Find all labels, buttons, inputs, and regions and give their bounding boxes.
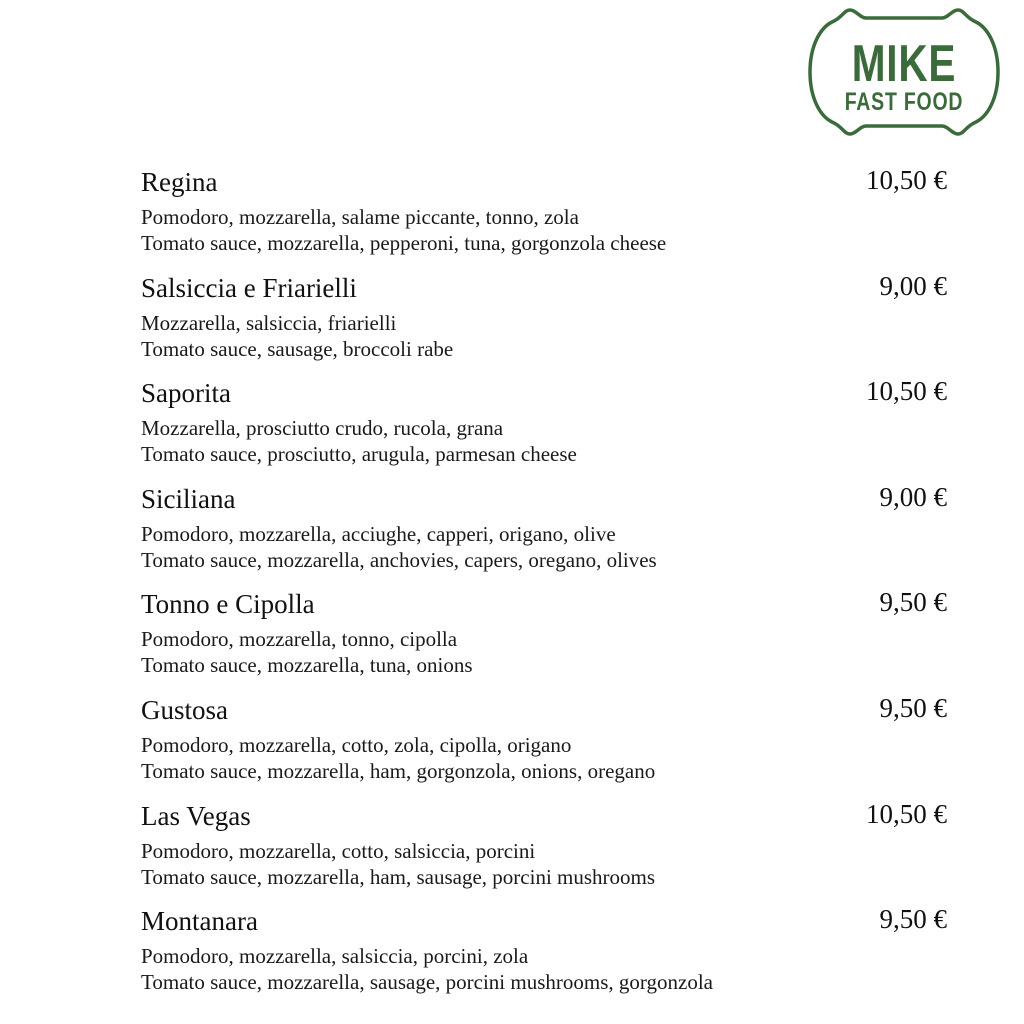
item-ingredients-it: Pomodoro, mozzarella, cotto, zola, cipolla, origano <box>141 732 572 757</box>
item-ingredients-en: Tomato sauce, sausage, broccoli rabe <box>141 336 454 361</box>
item-ingredients-it: Pomodoro, mozzarella, salame piccante, tonno, zola <box>141 205 579 229</box>
item-price: 9,50 € <box>879 692 947 723</box>
item-name: Saporita <box>141 378 231 409</box>
item-ingredients-it: Pomodoro, mozzarella, acciughe, capperi, origano, olive <box>141 521 616 546</box>
menu-item <box>141 481 953 587</box>
item-price: 9,00 € <box>879 481 947 512</box>
item-price: 9,50 € <box>879 587 947 618</box>
item-ingredients-it: Pomodoro, mozzarella, cotto, salsiccia, porcini <box>141 838 536 863</box>
logo-subtitle: FAST FOOD <box>844 88 964 116</box>
item-ingredients-it: Pomodoro, mozzarella, tonno, cipolla <box>141 627 458 652</box>
item-ingredients-en: Tomato sauce, mozzarella, tuna, onions <box>141 653 473 678</box>
item-name: Gustosa <box>141 694 228 725</box>
item-ingredients-en: Tomato sauce, mozzarella, ham, gorgonzola, onions, oregano <box>141 758 656 783</box>
item-ingredients-en: Tomato sauce, prosciutto, arugula, parmesan cheese <box>141 442 577 467</box>
item-name: Tonno e Cipolla <box>141 589 315 620</box>
item-price: 9,00 € <box>879 270 947 301</box>
item-price: 9,50 € <box>879 904 947 935</box>
menu-item <box>141 164 953 270</box>
item-price: 10,50 € <box>866 165 947 195</box>
item-ingredients-en: Tomato sauce, mozzarella, anchovies, capers, oregano, olives <box>141 547 657 572</box>
item-price: 10,50 € <box>866 376 947 407</box>
item-name: Siciliana <box>141 483 236 514</box>
menu-item <box>141 586 953 692</box>
item-name: Salsiccia e Friarielli <box>141 272 357 303</box>
menu-list <box>141 164 953 1009</box>
item-ingredients-it: Mozzarella, salsiccia, friarielli <box>141 310 397 335</box>
menu-item <box>141 375 953 481</box>
item-ingredients-en: Tomato sauce, mozzarella, ham, sausage, porcini mushrooms <box>141 864 656 889</box>
item-ingredients-it: Mozzarella, prosciutto crudo, rucola, grana <box>141 416 504 441</box>
logo-title: MIKE <box>851 35 957 93</box>
brand-logo <box>806 6 1002 138</box>
item-ingredients-it: Pomodoro, mozzarella, salsiccia, porcini, zola <box>141 944 529 969</box>
menu-item <box>141 692 953 798</box>
item-ingredients-en: Tomato sauce, mozzarella, pepperoni, tuna, gorgonzola cheese <box>141 231 667 255</box>
item-name: Montanara <box>141 906 258 937</box>
item-price: 10,50 € <box>866 798 947 829</box>
menu-item <box>141 798 953 904</box>
item-ingredients-en: Tomato sauce, mozzarella, sausage, porcini mushrooms, gorgonzola <box>141 970 713 995</box>
item-name: Regina <box>141 167 218 197</box>
menu-item <box>141 270 953 376</box>
item-name: Las Vegas <box>141 800 251 831</box>
menu-item <box>141 903 953 1009</box>
